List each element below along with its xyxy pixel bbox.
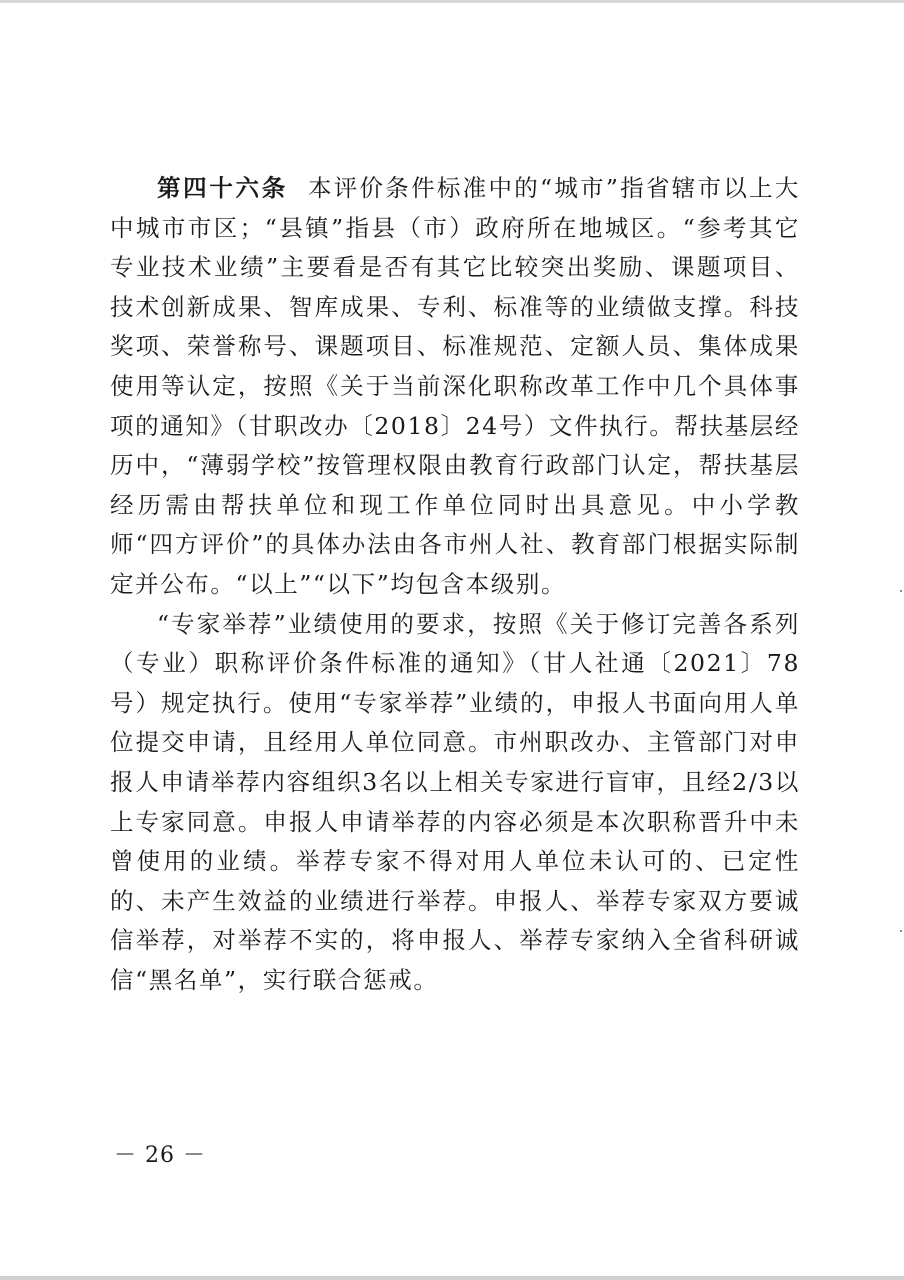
- page-number: － 26 －: [114, 1143, 206, 1168]
- scan-margin-mark: [900, 930, 902, 932]
- article-body: 本评价条件标准中的“城市”指省辖市以上大中城市市区；“县镇”指县（市）政府所在地城区。“参考其它专业技术业绩”主要看是否有其它比较突出奖励、课题项目、技术创新成果、智库成果、专利、标准等的业绩做支撑。科技奖项、荣誉称号、课题项目、标准规范、定额人员、集体成果使用等认定，按照《关于当前深化职称改革工作中几个具体事项的通知》（甘职改办〔2018〕24号）文件执行。帮扶基层经历中，“薄弱学校”按管理权限由教育行政部门认定，帮扶基层经历需由帮扶单位和现工作单位同时出具意见。中小学教师“四方评价”的具体办法由各市州人社、教育部门根据实际制定并公布。“以上”“以下”均包含本级别。: [110, 174, 801, 598]
- article-title: 第四十六条: [157, 174, 288, 202]
- scan-margin-mark: [900, 590, 902, 592]
- page-bottom-edge: [0, 1276, 904, 1280]
- document-body: [110, 169, 800, 1000]
- article-46-paragraph: [110, 169, 800, 605]
- page-top-edge: [0, 0, 904, 3]
- expert-recommendation-paragraph: “专家举荐”业绩使用的要求，按照《关于修订完善各系列（专业）职称评价条件标准的通知》（甘人社通〔2021〕78号）规定执行。使用“专家举荐”业绩的，申报人书面向用人单位提交申请，且经用人单位同意。市州职改办、主管部门对申报人申请举荐内容组织3名以上相关专家进行盲审，且经2/3以上专家同意。申报人申请举荐的内容必须是本次职称晋升中未曾使用的业绩。举荐专家不得对用人单位未认可的、已定性的、未产生效益的业绩进行举荐。申报人、举荐专家双方要诚信举荐，对举荐不实的，将申报人、举荐专家纳入全省科研诚信“黑名单”，实行联合惩戒。: [110, 609, 800, 994]
